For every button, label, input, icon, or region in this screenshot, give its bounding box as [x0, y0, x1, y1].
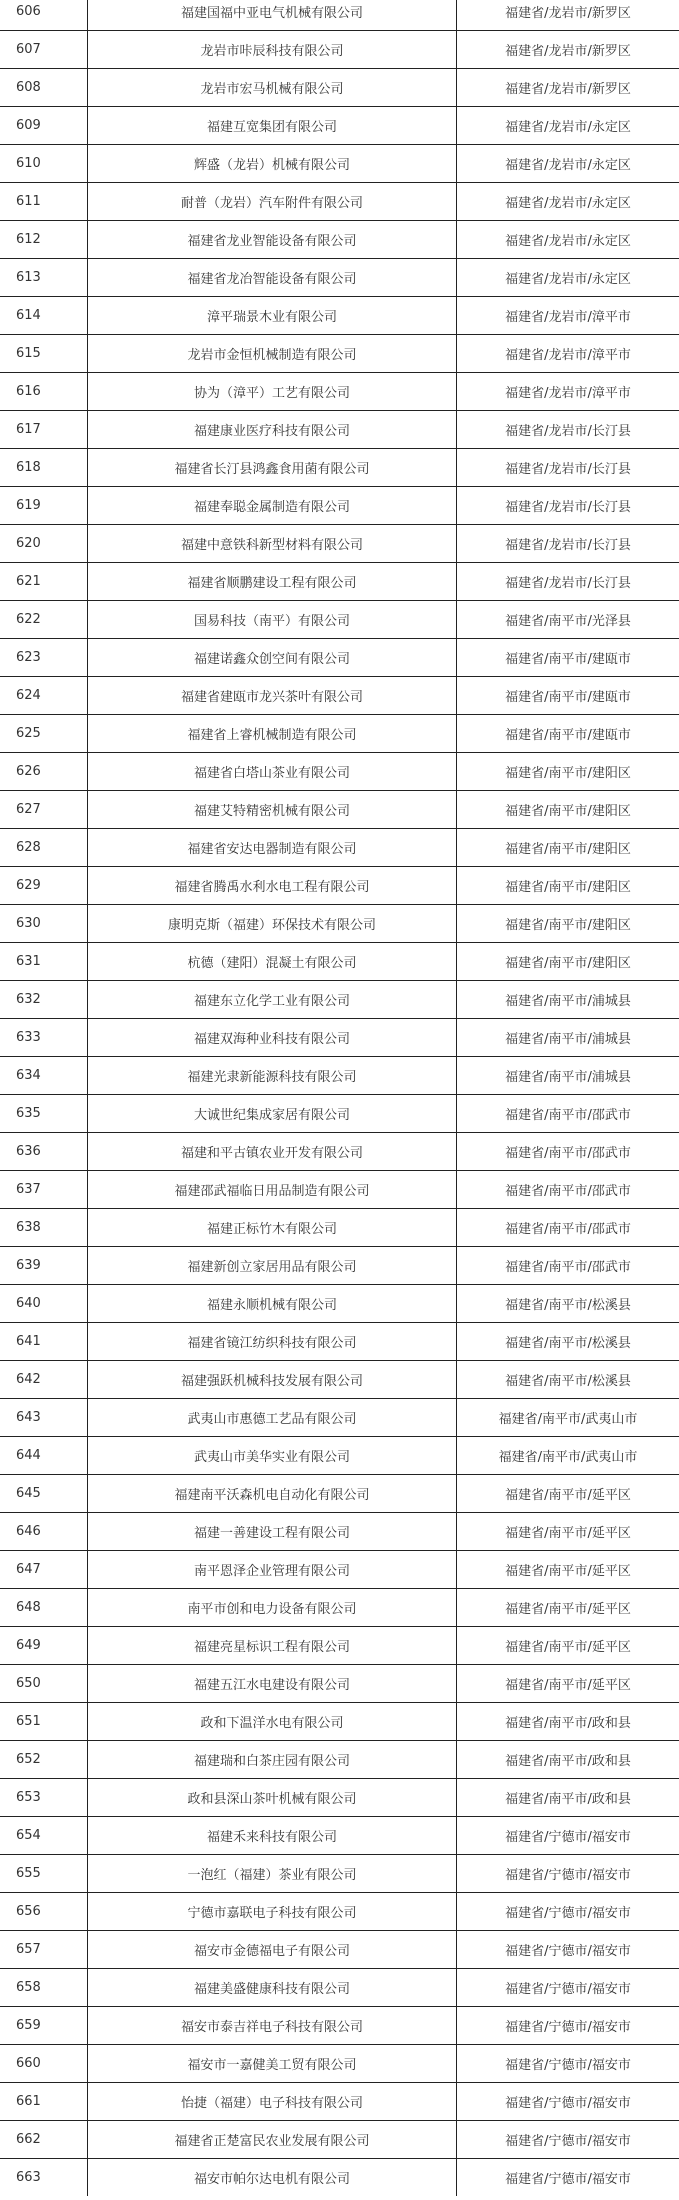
row-number: 632 — [0, 981, 88, 1018]
company-name: 武夷山市美华实业有限公司 — [88, 1437, 457, 1474]
region: 福建省/宁德市/福安市 — [505, 2172, 631, 2187]
company-name: 福建强跃机械科技发展有限公司 — [88, 1361, 457, 1398]
region: 福建省/南平市/延平区 — [505, 1602, 631, 1617]
company-name: 福建永顺机械有限公司 — [88, 1285, 457, 1322]
company-name: 福建省安达电器制造有限公司 — [88, 829, 457, 866]
company-name: 福建省正楚富民农业发展有限公司 — [88, 2121, 457, 2158]
table-row — [0, 1512, 679, 1550]
region: 福建省/南平市/浦城县 — [505, 994, 631, 1009]
row-number: 627 — [0, 791, 88, 828]
region: 福建省/南平市/光泽县 — [505, 614, 631, 629]
region: 福建省/南平市/浦城县 — [505, 1032, 631, 1047]
table-row — [0, 258, 679, 296]
table-row — [0, 1930, 679, 1968]
table-row — [0, 30, 679, 68]
table-row — [0, 942, 679, 980]
table-row — [0, 1018, 679, 1056]
table-row — [0, 714, 679, 752]
company-name: 协为（漳平）工艺有限公司 — [88, 373, 457, 410]
company-name: 国易科技（南平）有限公司 — [88, 601, 457, 638]
row-number: 658 — [0, 1969, 88, 2006]
region: 福建省/南平市/松溪县 — [505, 1336, 631, 1351]
table-row — [0, 1892, 679, 1930]
region: 福建省/南平市/松溪县 — [505, 1374, 631, 1389]
row-number: 656 — [0, 1893, 88, 1930]
company-name: 漳平瑞景木业有限公司 — [88, 297, 457, 334]
row-number: 642 — [0, 1361, 88, 1398]
row-number: 638 — [0, 1209, 88, 1246]
company-name: 福建邵武福临日用品制造有限公司 — [88, 1171, 457, 1208]
region: 福建省/龙岩市/长汀县 — [505, 424, 631, 439]
row-number: 608 — [0, 69, 88, 106]
company-name: 福建美盛健康科技有限公司 — [88, 1969, 457, 2006]
company-name: 福建省龙冶智能设备有限公司 — [88, 259, 457, 296]
company-name: 福建省镜江纺织科技有限公司 — [88, 1323, 457, 1360]
table-row — [0, 0, 679, 30]
company-name: 龙岩市宏马机械有限公司 — [88, 69, 457, 106]
company-name: 一泡红（福建）茶业有限公司 — [88, 1855, 457, 1892]
row-number: 619 — [0, 487, 88, 524]
region: 福建省/龙岩市/永定区 — [505, 196, 631, 211]
region: 福建省/龙岩市/漳平市 — [505, 348, 631, 363]
region: 福建省/龙岩市/漳平市 — [505, 310, 631, 325]
row-number: 622 — [0, 601, 88, 638]
company-name: 辉盛（龙岩）机械有限公司 — [88, 145, 457, 182]
region: 福建省/宁德市/福安市 — [505, 2058, 631, 2073]
company-name: 福建新创立家居用品有限公司 — [88, 1247, 457, 1284]
company-name: 福建正标竹木有限公司 — [88, 1209, 457, 1246]
row-number: 639 — [0, 1247, 88, 1284]
region: 福建省/南平市/浦城县 — [505, 1070, 631, 1085]
region: 福建省/南平市/建阳区 — [505, 956, 631, 971]
table-row — [0, 562, 679, 600]
company-name: 福建省腾禹水利水电工程有限公司 — [88, 867, 457, 904]
row-number: 663 — [0, 2159, 88, 2196]
table-row — [0, 1474, 679, 1512]
company-name: 大诚世纪集成家居有限公司 — [88, 1095, 457, 1132]
region: 福建省/南平市/政和县 — [505, 1792, 631, 1807]
table-row — [0, 1094, 679, 1132]
region: 福建省/南平市/松溪县 — [505, 1298, 631, 1313]
row-number: 634 — [0, 1057, 88, 1094]
region: 福建省/南平市/邵武市 — [505, 1108, 631, 1123]
company-name: 福建奉聪金属制造有限公司 — [88, 487, 457, 524]
table-row — [0, 1778, 679, 1816]
table-row — [0, 1550, 679, 1588]
region: 福建省/龙岩市/长汀县 — [505, 538, 631, 553]
row-number: 631 — [0, 943, 88, 980]
company-name: 南平恩泽企业管理有限公司 — [88, 1551, 457, 1588]
table-row — [0, 828, 679, 866]
region: 福建省/南平市/延平区 — [505, 1488, 631, 1503]
company-name: 福建一善建设工程有限公司 — [88, 1513, 457, 1550]
row-number: 653 — [0, 1779, 88, 1816]
table-row — [0, 1056, 679, 1094]
table-row — [0, 144, 679, 182]
row-number: 612 — [0, 221, 88, 258]
region: 福建省/南平市/建阳区 — [505, 842, 631, 857]
table-row — [0, 2082, 679, 2120]
table-row — [0, 334, 679, 372]
row-number: 629 — [0, 867, 88, 904]
table-row — [0, 790, 679, 828]
company-name: 福安市泰吉祥电子科技有限公司 — [88, 2007, 457, 2044]
table-row — [0, 1854, 679, 1892]
company-name: 福建东立化学工业有限公司 — [88, 981, 457, 1018]
row-number: 641 — [0, 1323, 88, 1360]
region: 福建省/南平市/建阳区 — [505, 880, 631, 895]
row-number: 659 — [0, 2007, 88, 2044]
region: 福建省/宁德市/福安市 — [505, 1982, 631, 1997]
region: 福建省/龙岩市/永定区 — [505, 272, 631, 287]
region: 福建省/南平市/延平区 — [505, 1526, 631, 1541]
company-name: 福建光隶新能源科技有限公司 — [88, 1057, 457, 1094]
row-number: 633 — [0, 1019, 88, 1056]
row-number: 644 — [0, 1437, 88, 1474]
table-row — [0, 1436, 679, 1474]
table-row — [0, 1208, 679, 1246]
company-name: 福建双海种业科技有限公司 — [88, 1019, 457, 1056]
company-name: 福建禾来科技有限公司 — [88, 1817, 457, 1854]
row-number: 611 — [0, 183, 88, 220]
table-row — [0, 372, 679, 410]
region: 福建省/南平市/延平区 — [505, 1640, 631, 1655]
table-row — [0, 1132, 679, 1170]
table-row — [0, 1398, 679, 1436]
table-row — [0, 1284, 679, 1322]
table-row — [0, 1816, 679, 1854]
company-name: 龙岩市咔辰科技有限公司 — [88, 31, 457, 68]
row-number: 645 — [0, 1475, 88, 1512]
row-number: 623 — [0, 639, 88, 676]
company-name: 福安市帕尔达电机有限公司 — [88, 2159, 457, 2196]
row-number: 626 — [0, 753, 88, 790]
table-row — [0, 1170, 679, 1208]
table-row — [0, 1626, 679, 1664]
row-number: 636 — [0, 1133, 88, 1170]
row-number: 660 — [0, 2045, 88, 2082]
row-number: 647 — [0, 1551, 88, 1588]
region: 福建省/龙岩市/长汀县 — [505, 576, 631, 591]
table-row — [0, 448, 679, 486]
row-number: 610 — [0, 145, 88, 182]
table-row — [0, 296, 679, 334]
row-number: 648 — [0, 1589, 88, 1626]
row-number: 609 — [0, 107, 88, 144]
company-name: 福建省顺鹏建设工程有限公司 — [88, 563, 457, 600]
company-name: 政和县深山茶叶机械有限公司 — [88, 1779, 457, 1816]
company-name: 龙岩市金恒机械制造有限公司 — [88, 335, 457, 372]
region: 福建省/龙岩市/新罗区 — [505, 82, 631, 97]
row-number: 652 — [0, 1741, 88, 1778]
row-number: 655 — [0, 1855, 88, 1892]
company-name: 福安市一嘉健美工贸有限公司 — [88, 2045, 457, 2082]
row-number: 662 — [0, 2121, 88, 2158]
region: 福建省/宁德市/福安市 — [505, 1906, 631, 1921]
table-row — [0, 1322, 679, 1360]
table-row — [0, 410, 679, 448]
company-name: 福建中意铁科新型材料有限公司 — [88, 525, 457, 562]
company-name: 福建省龙业智能设备有限公司 — [88, 221, 457, 258]
region: 福建省/南平市/邵武市 — [505, 1146, 631, 1161]
table-row — [0, 904, 679, 942]
company-name: 武夷山市惠德工艺品有限公司 — [88, 1399, 457, 1436]
table-row — [0, 866, 679, 904]
row-number: 607 — [0, 31, 88, 68]
region: 福建省/南平市/邵武市 — [505, 1260, 631, 1275]
table-row — [0, 980, 679, 1018]
row-number: 628 — [0, 829, 88, 866]
company-name: 福建康业医疗科技有限公司 — [88, 411, 457, 448]
table-row — [0, 2044, 679, 2082]
table-row — [0, 676, 679, 714]
row-number: 630 — [0, 905, 88, 942]
table-row — [0, 1740, 679, 1778]
company-name: 怡捷（福建）电子科技有限公司 — [88, 2083, 457, 2120]
region: 福建省/宁德市/福安市 — [505, 2096, 631, 2111]
company-name: 宁德市嘉联电子科技有限公司 — [88, 1893, 457, 1930]
row-number: 640 — [0, 1285, 88, 1322]
table-row — [0, 1968, 679, 2006]
region: 福建省/龙岩市/永定区 — [505, 234, 631, 249]
region: 福建省/龙岩市/永定区 — [505, 158, 631, 173]
table-row — [0, 486, 679, 524]
region: 福建省/宁德市/福安市 — [505, 2020, 631, 2035]
region: 福建省/南平市/邵武市 — [505, 1184, 631, 1199]
row-number: 624 — [0, 677, 88, 714]
company-name: 福建五江水电建设有限公司 — [88, 1665, 457, 1702]
company-name: 政和下温洋水电有限公司 — [88, 1703, 457, 1740]
table-row — [0, 1246, 679, 1284]
table-row — [0, 638, 679, 676]
table-row — [0, 2158, 679, 2196]
region: 福建省/南平市/建瓯市 — [505, 690, 631, 705]
region: 福建省/龙岩市/永定区 — [505, 120, 631, 135]
region: 福建省/龙岩市/新罗区 — [505, 6, 631, 21]
company-name: 福建亮星标识工程有限公司 — [88, 1627, 457, 1664]
row-number: 620 — [0, 525, 88, 562]
company-name: 福安市金德福电子有限公司 — [88, 1931, 457, 1968]
region: 福建省/南平市/建阳区 — [505, 766, 631, 781]
company-name: 耐普（龙岩）汽车附件有限公司 — [88, 183, 457, 220]
company-name: 福建互宽集团有限公司 — [88, 107, 457, 144]
row-number: 625 — [0, 715, 88, 752]
company-name: 福建省长汀县鸿鑫食用菌有限公司 — [88, 449, 457, 486]
row-number: 616 — [0, 373, 88, 410]
region: 福建省/南平市/建瓯市 — [505, 652, 631, 667]
row-number: 651 — [0, 1703, 88, 1740]
row-number: 617 — [0, 411, 88, 448]
company-name: 福建和平古镇农业开发有限公司 — [88, 1133, 457, 1170]
table-row — [0, 2120, 679, 2158]
table-row — [0, 600, 679, 638]
table-row — [0, 752, 679, 790]
region: 福建省/龙岩市/新罗区 — [505, 44, 631, 59]
company-name: 福建省建瓯市龙兴茶叶有限公司 — [88, 677, 457, 714]
table-row — [0, 2006, 679, 2044]
region: 福建省/南平市/政和县 — [505, 1716, 631, 1731]
region: 福建省/南平市/武夷山市 — [498, 1450, 638, 1465]
region: 福建省/宁德市/福安市 — [505, 1868, 631, 1883]
region: 福建省/龙岩市/长汀县 — [505, 500, 631, 515]
row-number: 650 — [0, 1665, 88, 1702]
row-number: 615 — [0, 335, 88, 372]
company-name: 杭德（建阳）混凝土有限公司 — [88, 943, 457, 980]
table-row — [0, 1702, 679, 1740]
company-name: 康明克斯（福建）环保技术有限公司 — [88, 905, 457, 942]
table-row — [0, 1360, 679, 1398]
table-row — [0, 524, 679, 562]
row-number: 621 — [0, 563, 88, 600]
table-row — [0, 182, 679, 220]
row-number: 613 — [0, 259, 88, 296]
row-number: 614 — [0, 297, 88, 334]
table-row — [0, 220, 679, 258]
row-number: 657 — [0, 1931, 88, 1968]
company-name: 福建省白塔山茶业有限公司 — [88, 753, 457, 790]
table-row — [0, 68, 679, 106]
region: 福建省/南平市/延平区 — [505, 1678, 631, 1693]
region: 福建省/南平市/建阳区 — [505, 804, 631, 819]
row-number: 646 — [0, 1513, 88, 1550]
row-number: 661 — [0, 2083, 88, 2120]
region: 福建省/南平市/邵武市 — [505, 1222, 631, 1237]
table-row — [0, 106, 679, 144]
table-row — [0, 1588, 679, 1626]
row-number: 649 — [0, 1627, 88, 1664]
row-number: 654 — [0, 1817, 88, 1854]
company-name: 南平市创和电力设备有限公司 — [88, 1589, 457, 1626]
region: 福建省/宁德市/福安市 — [505, 1944, 631, 1959]
region: 福建省/龙岩市/长汀县 — [505, 462, 631, 477]
row-number: 618 — [0, 449, 88, 486]
company-name: 福建瑞和白茶庄园有限公司 — [88, 1741, 457, 1778]
company-name: 福建艾特精密机械有限公司 — [88, 791, 457, 828]
region: 福建省/南平市/建阳区 — [505, 918, 631, 933]
region: 福建省/南平市/政和县 — [505, 1754, 631, 1769]
region: 福建省/南平市/建瓯市 — [505, 728, 631, 743]
company-name: 福建南平沃森机电自动化有限公司 — [88, 1475, 457, 1512]
company-name: 福建省上睿机械制造有限公司 — [88, 715, 457, 752]
region: 福建省/龙岩市/漳平市 — [505, 386, 631, 401]
region: 福建省/南平市/武夷山市 — [498, 1412, 638, 1427]
row-number: 643 — [0, 1399, 88, 1436]
row-number: 635 — [0, 1095, 88, 1132]
company-name: 福建国福中亚电气机械有限公司 — [88, 0, 457, 30]
row-number: 606 — [0, 0, 88, 30]
region: 福建省/宁德市/福安市 — [505, 2134, 631, 2149]
region: 福建省/南平市/延平区 — [505, 1564, 631, 1579]
row-number: 637 — [0, 1171, 88, 1208]
company-name: 福建诺鑫众创空间有限公司 — [88, 639, 457, 676]
region: 福建省/宁德市/福安市 — [505, 1830, 631, 1845]
table-row — [0, 1664, 679, 1702]
